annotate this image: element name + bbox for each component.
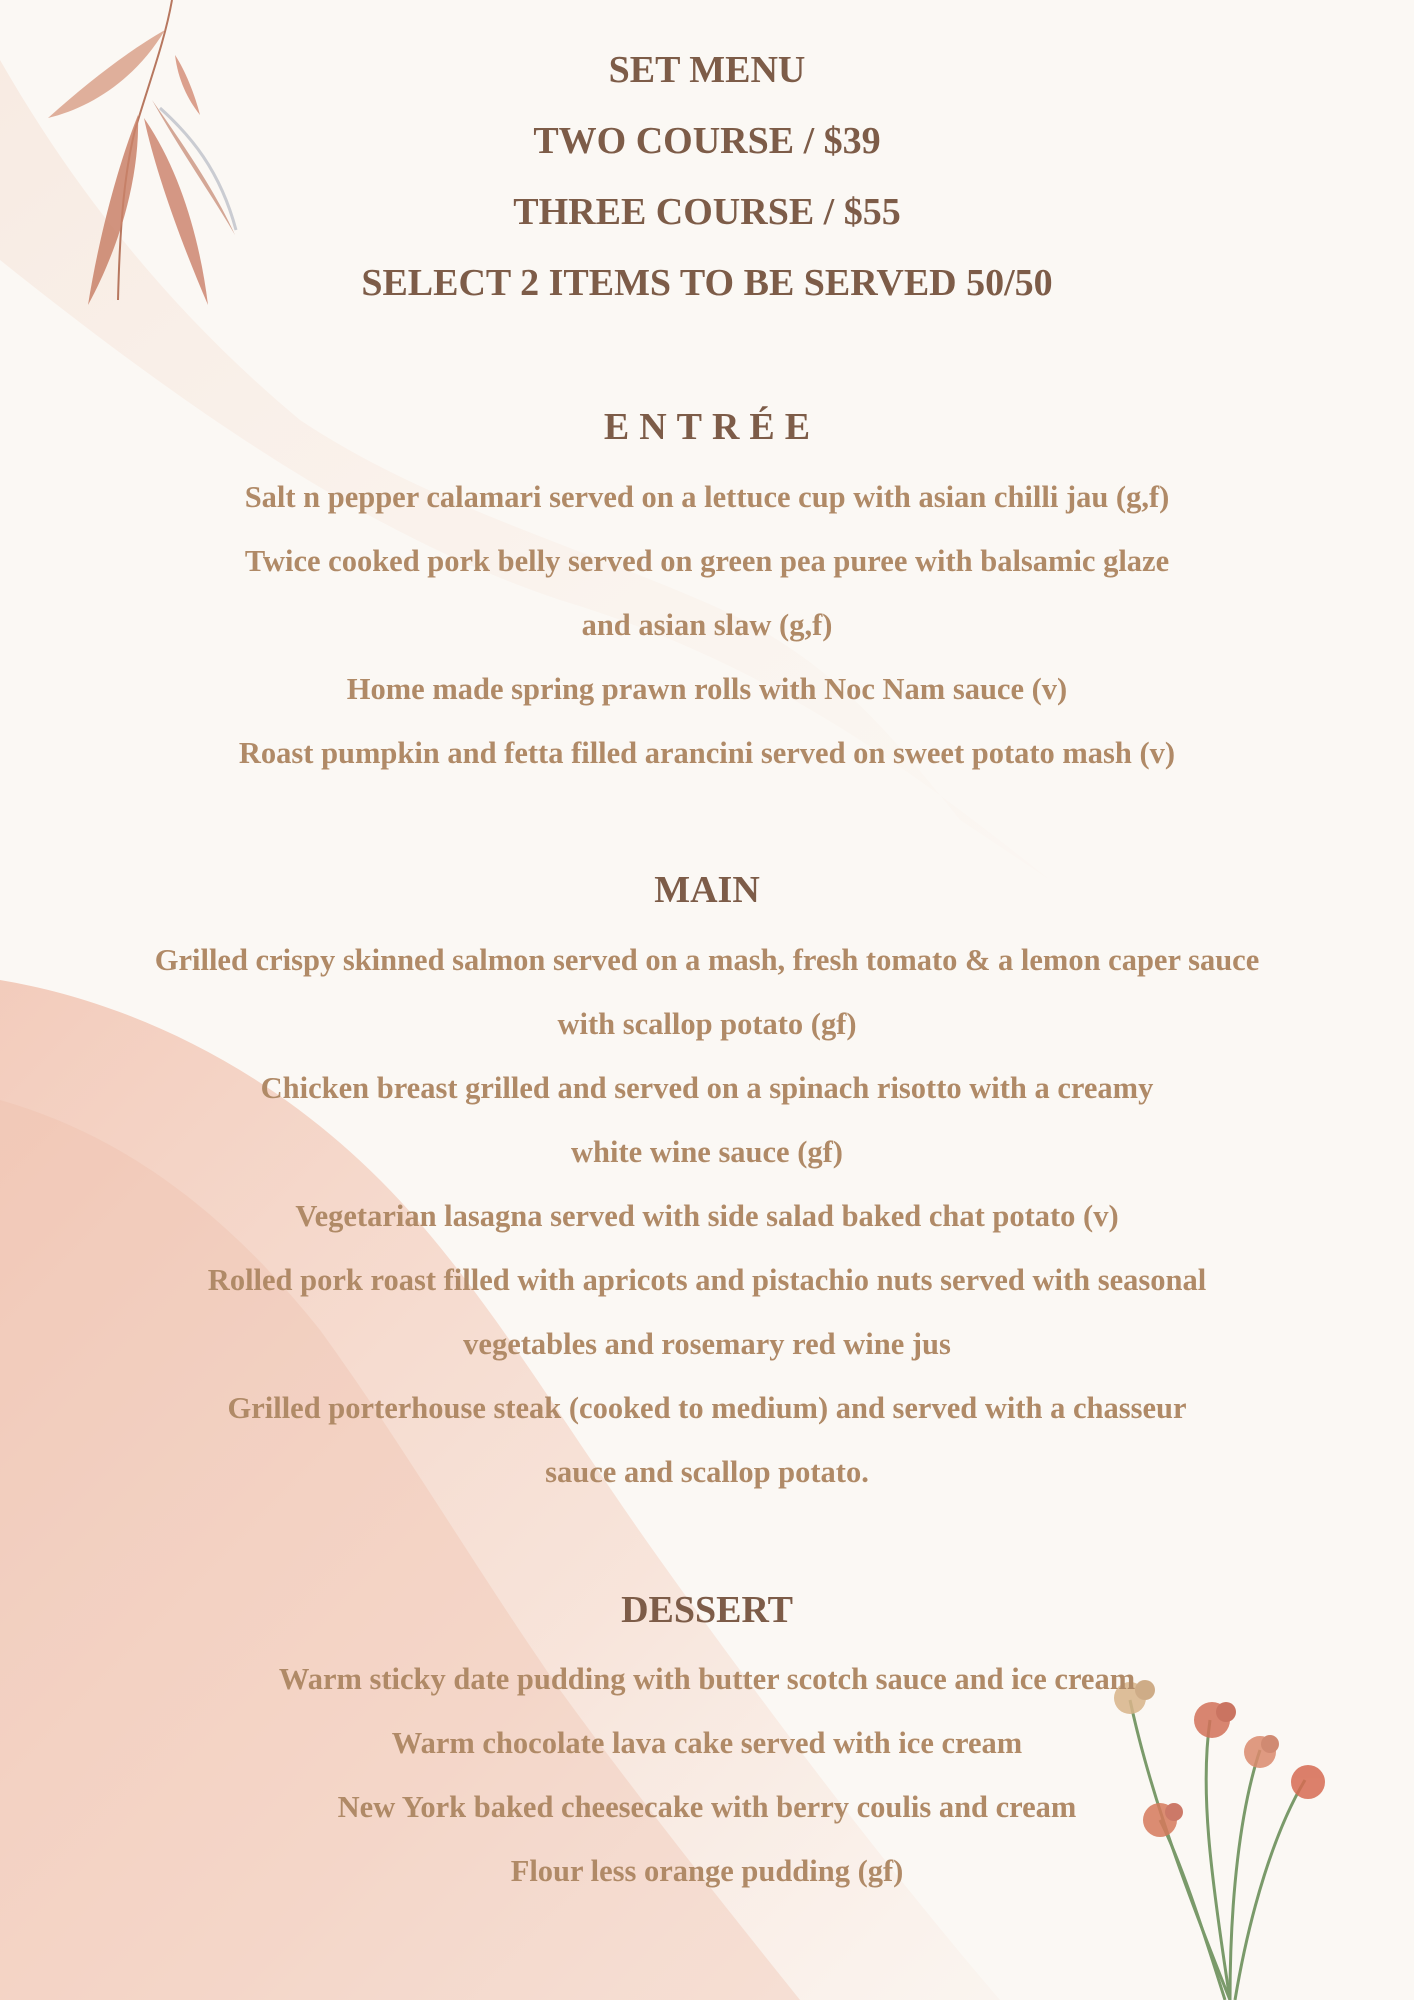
entree-item: Home made spring prawn rolls with Noc Nam sauce (v)	[346, 672, 1068, 706]
serving-instruction: SELECT 2 ITEMS TO BE SERVED 50/50	[361, 262, 1053, 304]
menu-title: SET MENU	[608, 49, 806, 91]
entree-item: Salt n pepper calamari served on a lettuce cup with asian chilli jau (g,f)	[244, 480, 1170, 514]
dessert-heading: DESSERT	[621, 1589, 793, 1631]
entree-heading: ENTRÉE	[603, 406, 821, 448]
dessert-item: New York baked cheesecake with berry coulis and cream	[337, 1790, 1077, 1824]
main-heading: MAIN	[654, 869, 760, 911]
main-item: Vegetarian lasagna served with side salad baked chat potato (v)	[295, 1199, 1119, 1233]
main-item: white wine sauce (gf)	[571, 1135, 843, 1169]
main-item: Grilled crispy skinned salmon served on a mash, fresh tomato & a lemon caper sauce	[154, 943, 1260, 977]
dessert-item: Flour less orange pudding (gf)	[510, 1854, 904, 1888]
entree-item: and asian slaw (g,f)	[581, 608, 833, 642]
main-item: Rolled pork roast filled with apricots and pistachio nuts served with seasonal	[207, 1263, 1207, 1297]
dessert-item: Warm sticky date pudding with butter scotch sauce and ice cream	[278, 1662, 1136, 1696]
main-item: Chicken breast grilled and served on a spinach risotto with a creamy	[260, 1071, 1154, 1105]
dessert-item: Warm chocolate lava cake served with ice cream	[391, 1726, 1023, 1760]
main-item: with scallop potato (gf)	[557, 1007, 857, 1041]
entree-item: Roast pumpkin and fetta filled arancini served on sweet potato mash (v)	[238, 736, 1176, 770]
main-item: sauce and scallop potato.	[545, 1455, 869, 1489]
main-item: Grilled porterhouse steak (cooked to medium) and served with a chasseur	[227, 1391, 1187, 1425]
two-course-price: TWO COURSE / $39	[533, 120, 881, 162]
entree-item: Twice cooked pork belly served on green pea puree with balsamic glaze	[244, 544, 1170, 578]
main-item: vegetables and rosemary red wine jus	[463, 1327, 951, 1361]
three-course-price: THREE COURSE / $55	[513, 191, 901, 233]
